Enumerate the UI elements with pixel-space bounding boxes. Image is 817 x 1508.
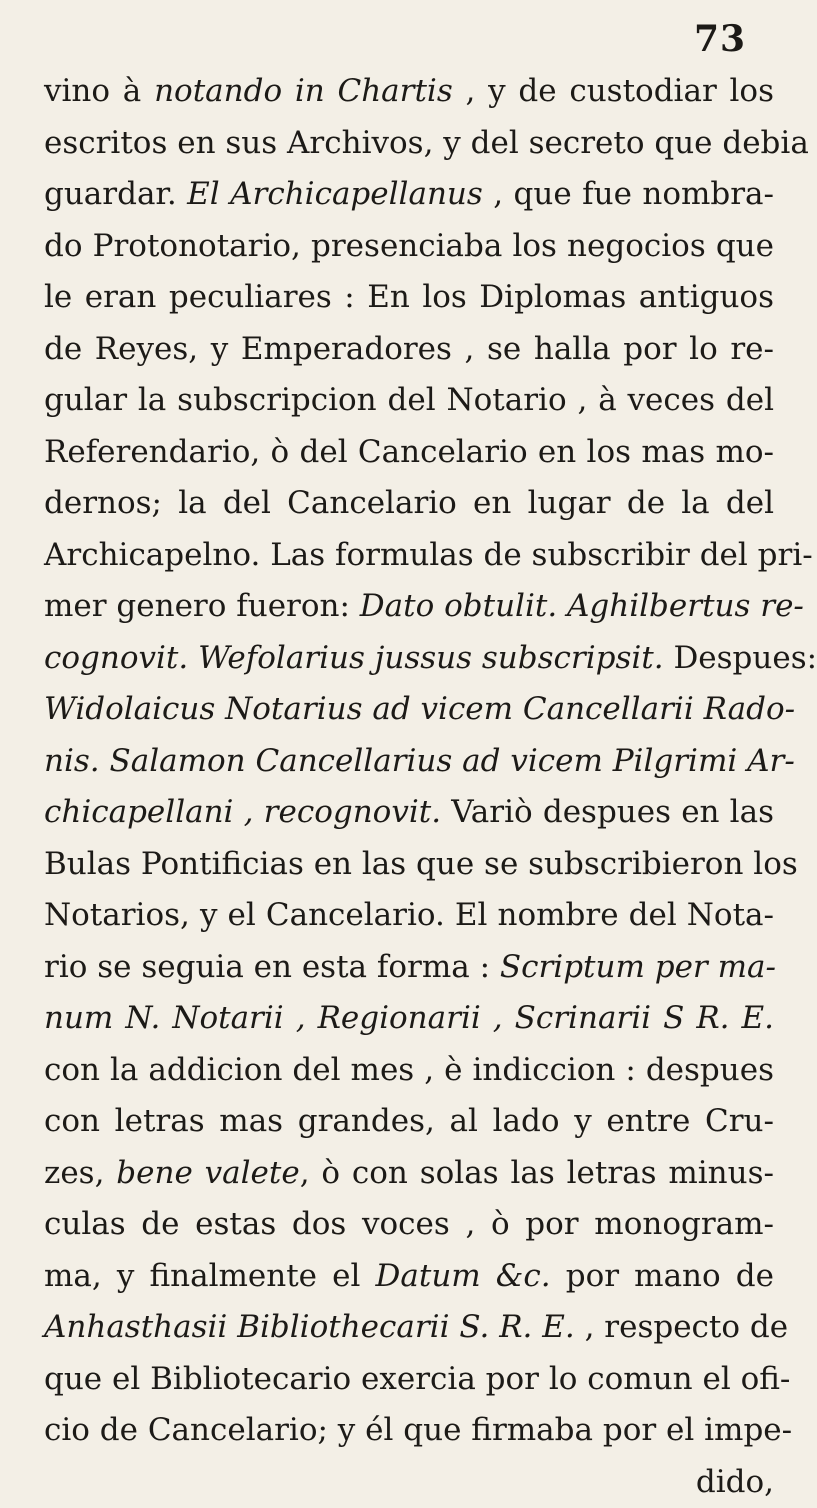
italic-segment: notando in Chartis [154, 73, 453, 109]
text-line [44, 736, 774, 788]
text-segment: Notarios, y el Cancelario. El nombre del Nota- [44, 897, 774, 933]
text-segment: vino à [44, 73, 154, 109]
text-segment: rio se seguia en esta forma : [44, 949, 500, 985]
text-segment: mer genero fueron: [44, 588, 360, 624]
text-segment: , y de custodiar los [453, 73, 774, 109]
text-line [44, 66, 774, 118]
text-line [44, 1405, 774, 1457]
text-segment: escritos en sus Archivos, y del secreto que debia [44, 125, 809, 161]
text-line [44, 839, 774, 891]
text-segment: culas de estas dos voces , ò por monogram- [44, 1206, 774, 1242]
text-line [44, 324, 774, 376]
text-line [44, 1302, 774, 1354]
text-segment: con la addicion del mes , è indiccion : despues [44, 1052, 774, 1088]
text-segment: de Reyes, y Emperadores , se halla por lo re- [44, 331, 774, 367]
italic-segment: Widolaicus Notarius ad vicem Cancellarii Rado- [44, 691, 795, 727]
text-line [44, 1199, 774, 1251]
text-line [44, 221, 774, 273]
text-line [44, 942, 774, 994]
text-line [44, 375, 774, 427]
text-line [44, 530, 774, 582]
text-segment: , que fue nombra- [483, 176, 774, 212]
text-line [44, 1045, 774, 1097]
text-segment: por mano de [551, 1258, 774, 1294]
text-segment: guardar. [44, 176, 187, 212]
page-number: 73 [694, 18, 746, 60]
text-line [44, 1148, 774, 1200]
text-segment: dido, [696, 1464, 774, 1500]
text-segment: do Protonotario, presenciaba los negocios que [44, 228, 774, 264]
text-segment: Despues: [664, 640, 817, 676]
text-line [44, 1251, 774, 1303]
text-segment: , respecto de [575, 1309, 788, 1345]
italic-segment: chicapellani , recognovit. [44, 794, 441, 830]
text-line [44, 633, 774, 685]
italic-segment: Scriptum per ma- [500, 949, 776, 985]
italic-segment: Datum &c. [376, 1258, 551, 1294]
text-segment: gular la subscripcion del Notario , à veces del [44, 382, 774, 418]
italic-segment: cognovit. Wefolarius jussus subscripsit. [44, 640, 664, 676]
text-segment: le eran peculiares : En los Diplomas antiguos [44, 279, 774, 315]
text-segment: dernos; la del Cancelario en lugar de la del [44, 485, 774, 521]
text-segment: ma, y finalmente el [44, 1258, 376, 1294]
text-segment: zes, [44, 1155, 116, 1191]
body-text [44, 66, 774, 1508]
text-line [44, 890, 774, 942]
text-line [44, 169, 774, 221]
text-line [44, 1457, 774, 1508]
italic-segment: Dato obtulit. Aghilbertus re- [360, 588, 804, 624]
text-segment: con letras mas grandes, al lado y entre Cru- [44, 1103, 774, 1139]
text-segment: cio de Cancelario; y él que firmaba por el impe- [44, 1412, 792, 1448]
text-line [44, 1354, 774, 1406]
text-line [44, 993, 774, 1045]
text-segment: Variò despues en las [441, 794, 774, 830]
text-line [44, 272, 774, 324]
text-line [44, 1096, 774, 1148]
text-line [44, 118, 774, 170]
italic-segment: num N. Notarii , Regionarii , Scrinarii S R. E. [44, 1000, 774, 1036]
text-line [44, 787, 774, 839]
text-line [44, 478, 774, 530]
italic-segment: El Archicapellanus [187, 176, 483, 212]
text-segment: , ò con solas las letras minus- [300, 1155, 774, 1191]
italic-segment: bene valete [116, 1155, 299, 1191]
text-segment: Referendario, ò del Cancelario en los mas mo- [44, 434, 774, 470]
text-line [44, 581, 774, 633]
text-segment: que el Bibliotecario exercia por lo comun el ofi- [44, 1361, 790, 1397]
italic-segment: nis. Salamon Cancellarius ad vicem Pilgrimi Ar- [44, 743, 795, 779]
text-line [44, 427, 774, 479]
italic-segment: Anhasthasii Bibliothecarii S. R. E. [44, 1309, 575, 1345]
text-segment: Archicapelno. Las formulas de subscribir del pri- [44, 537, 813, 573]
text-line [44, 684, 774, 736]
text-segment: Bulas Pontificias en las que se subscribieron los [44, 846, 798, 882]
